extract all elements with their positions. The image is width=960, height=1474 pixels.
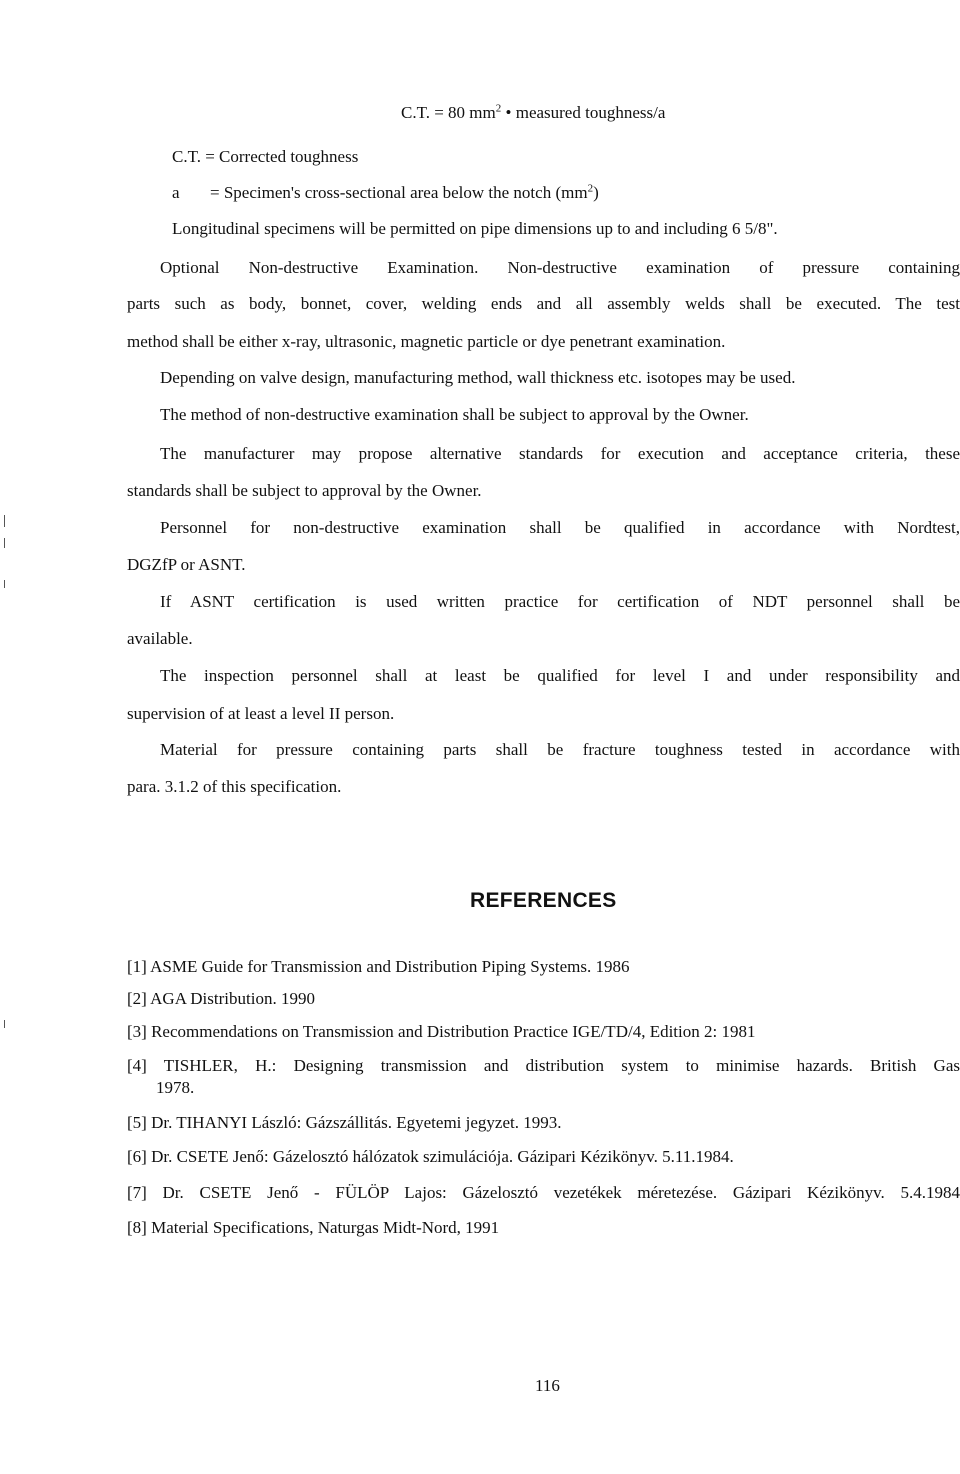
paragraph-personnel-line-2: DGZfP or ASNT. bbox=[127, 555, 246, 574]
reference-4: [4] TISHLER, H.: Designing transmission and distribution system to minimise hazards. British Gas bbox=[127, 1056, 960, 1075]
def-ct-desc: = Corrected toughness bbox=[205, 147, 359, 166]
reference-3: [3] Recommendations on Transmission and Distribution Practice IGE/TD/4, Edition 2: 1981 bbox=[127, 1022, 756, 1041]
paragraph-method: The method of non-destructive examination shall be subject to approval by the Owner. bbox=[160, 405, 749, 424]
margin-mark bbox=[4, 580, 5, 588]
margin-mark bbox=[4, 538, 5, 548]
def-a-desc: = Specimen's cross-sectional area below the notch (mm bbox=[210, 183, 588, 202]
formula-line bbox=[401, 102, 665, 124]
paragraph-ndt-line-3: method shall be either x-ray, ultrasonic, magnetic particle or dye penetrant examination. bbox=[127, 332, 726, 351]
reference-1: [1] ASME Guide for Transmission and Distribution Piping Systems. 1986 bbox=[127, 957, 630, 976]
paragraph-personnel-line-1: Personnel for non-destructive examination shall be qualified in accordance with Nordtest, bbox=[160, 518, 960, 537]
reference-5: [5] Dr. TIHANYI László: Gázszállitás. Egyetemi jegyzet. 1993. bbox=[127, 1113, 562, 1132]
def-a-sup: 2 bbox=[587, 182, 594, 195]
paragraph-ndt-line-1: Optional Non-destructive Examination. Non-destructive examination of pressure containing bbox=[160, 258, 960, 277]
def-ct-symbol: C.T. bbox=[172, 147, 201, 166]
paragraph-material-line-1: Material for pressure containing parts shall be fracture toughness tested in accordance with bbox=[160, 740, 960, 759]
paragraph-longitudinal: Longitudinal specimens will be permitted on pipe dimensions up to and including 6 5/8". bbox=[172, 219, 778, 238]
paragraph-manufacturer-line-2: standards shall be subject to approval by the Owner. bbox=[127, 481, 482, 500]
reference-2: [2] AGA Distribution. 1990 bbox=[127, 989, 315, 1008]
def-a-symbol: a bbox=[172, 183, 180, 202]
page-number: 116 bbox=[535, 1376, 560, 1395]
formula-rest: • measured toughness/a bbox=[505, 103, 666, 122]
paragraph-asnt-line-2: available. bbox=[127, 629, 193, 648]
paragraph-asnt-line-1: If ASNT certification is used written practice for certification of NDT personnel shall be bbox=[160, 592, 960, 611]
paragraph-depending: Depending on valve design, manufacturing method, wall thickness etc. isotopes may be used. bbox=[160, 368, 796, 387]
paragraph-manufacturer-line-1: The manufacturer may propose alternative standards for execution and acceptance criteria, these bbox=[160, 444, 960, 463]
def-ct bbox=[172, 146, 358, 168]
formula-lhs: C.T. bbox=[401, 103, 430, 122]
formula-eq: = 80 mm bbox=[434, 103, 496, 122]
def-a-end: ) bbox=[593, 183, 599, 202]
def-a bbox=[172, 182, 599, 204]
paragraph-inspection-line-1: The inspection personnel shall at least be qualified for level I and under responsibility and bbox=[160, 666, 960, 685]
references-heading: REFERENCES bbox=[470, 889, 617, 912]
reference-7: [7] Dr. CSETE Jenő - FÜLÖP Lajos: Gázelosztó vezetékek méretezése. Gázipari Kézikönyv. 5.4.1984 bbox=[127, 1183, 960, 1202]
formula-sup: 2 bbox=[495, 102, 502, 115]
paragraph-ndt-line-2: parts such as body, bonnet, cover, welding ends and all assembly welds shall be executed. The test bbox=[127, 294, 960, 313]
paragraph-material-line-2: para. 3.1.2 of this specification. bbox=[127, 777, 342, 796]
reference-8: [8] Material Specifications, Naturgas Midt-Nord, 1991 bbox=[127, 1218, 500, 1237]
reference-4-continued: 1978. bbox=[156, 1078, 195, 1097]
paragraph-inspection-line-2: supervision of at least a level II person. bbox=[127, 704, 395, 723]
reference-6: [6] Dr. CSETE Jenő: Gázelosztó hálózatok szimulációja. Gázipari Kézikönyv. 5.11.1984. bbox=[127, 1147, 734, 1166]
margin-mark bbox=[4, 515, 5, 527]
margin-mark bbox=[4, 1020, 5, 1028]
